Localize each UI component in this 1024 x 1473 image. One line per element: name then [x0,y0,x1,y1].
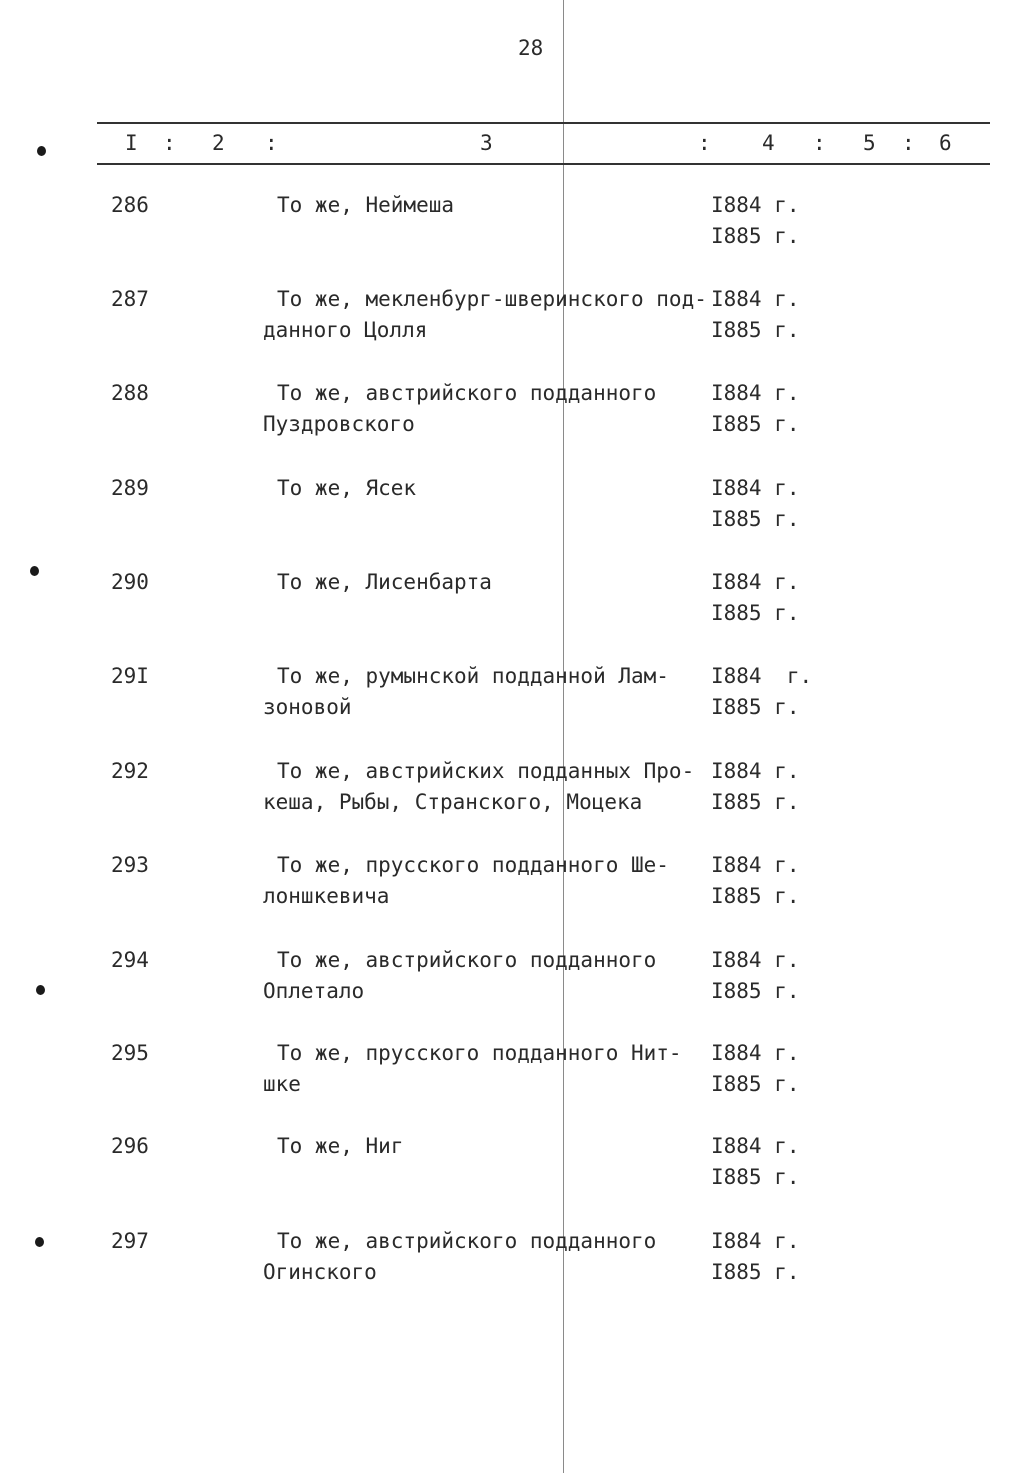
row-title: То же, Лисенбарта [277,570,492,594]
table-row [0,1229,1024,1309]
row-title-continued: Оплетало [263,979,365,1003]
row-title: То же, австрийских подданных Про- [277,759,695,783]
row-year-start: I884 г. [711,193,800,217]
row-title: То же, австрийского подданного [277,1229,657,1253]
table-row [0,476,1024,556]
row-year-end: I885 г. [711,601,800,625]
table-row [0,759,1024,839]
table-row [0,570,1024,650]
header-col-3: 3 [480,131,493,155]
row-year-end: I885 г. [711,1260,800,1284]
row-year-end: I885 г. [711,1072,800,1096]
row-title-continued: шке [263,1072,301,1096]
row-title-continued: Пуздровского [263,412,415,436]
row-year-end: I885 г. [711,318,800,342]
row-year-end: I885 г. [711,979,800,1003]
row-year-start: I884 г. [711,1134,800,1158]
row-title-continued: Огинского [263,1260,377,1284]
row-title: То же, прусского подданного Ше- [277,853,669,877]
header-col-5: 5 [863,131,876,155]
row-title: То же, австрийского подданного [277,948,657,972]
row-title-continued: кеша, Рыбы, Странского, Моцека [263,790,643,814]
row-year-end: I885 г. [711,790,800,814]
header-separator: : [265,131,278,155]
row-number: 287 [111,287,149,311]
row-number: 289 [111,476,149,500]
row-number: 295 [111,1041,149,1065]
row-year-end: I885 г. [711,695,800,719]
header-separator: : [698,131,711,155]
row-title: То же, Ниг [277,1134,404,1158]
row-title: То же, прусского подданного Нит- [277,1041,682,1065]
row-year-start: I884 г. [711,948,800,972]
row-year-end: I885 г. [711,507,800,531]
row-number: 290 [111,570,149,594]
row-number: 294 [111,948,149,972]
row-year-start: I884 г. [711,476,800,500]
table-row [0,1134,1024,1214]
row-title: То же, австрийского подданного [277,381,657,405]
row-number: 292 [111,759,149,783]
row-year-start: I884 г. [711,381,800,405]
row-year-end: I885 г. [711,224,800,248]
table-row [0,193,1024,273]
row-title-continued: зоновой [263,695,352,719]
row-number: 29I [111,664,149,688]
header-bottom-rule [97,163,990,165]
header-separator: : [813,131,826,155]
binding-hole-mark [37,146,46,156]
header-separator: : [902,131,915,155]
table-row [0,664,1024,744]
table-row [0,381,1024,461]
row-year-end: I885 г. [711,884,800,908]
header-col-4: 4 [762,131,775,155]
header-top-rule [97,122,990,124]
row-year-start: I884 г. [711,853,800,877]
table-row [0,853,1024,933]
row-title: То же, мекленбург-шверинского под- [277,287,707,311]
row-year-end: I885 г. [711,1165,800,1189]
row-number: 293 [111,853,149,877]
row-title-continued: данного Цолля [263,318,428,342]
row-year-start: I884 г. [711,759,800,783]
row-number: 297 [111,1229,149,1253]
row-number: 286 [111,193,149,217]
row-title-continued: лоншкевича [263,884,390,908]
page-number: 28 [518,36,544,60]
header-separator: : [163,131,176,155]
header-col-1: I [125,131,138,155]
header-col-2: 2 [212,131,225,155]
table-row [0,287,1024,367]
row-title: То же, Ясек [277,476,417,500]
row-title: То же, румынской подданной Лам- [277,664,669,688]
row-number: 296 [111,1134,149,1158]
row-year-start: I884 г. [711,1041,800,1065]
row-number: 288 [111,381,149,405]
row-year-start: I884 г. [711,570,800,594]
table-row [0,948,1024,1028]
row-year-start: I884 г. [711,664,813,688]
table-row [0,1041,1024,1121]
row-year-start: I884 г. [711,1229,800,1253]
row-year-end: I885 г. [711,412,800,436]
row-year-start: I884 г. [711,287,800,311]
row-title: То же, Неймеша [277,193,455,217]
header-col-6: 6 [939,131,952,155]
